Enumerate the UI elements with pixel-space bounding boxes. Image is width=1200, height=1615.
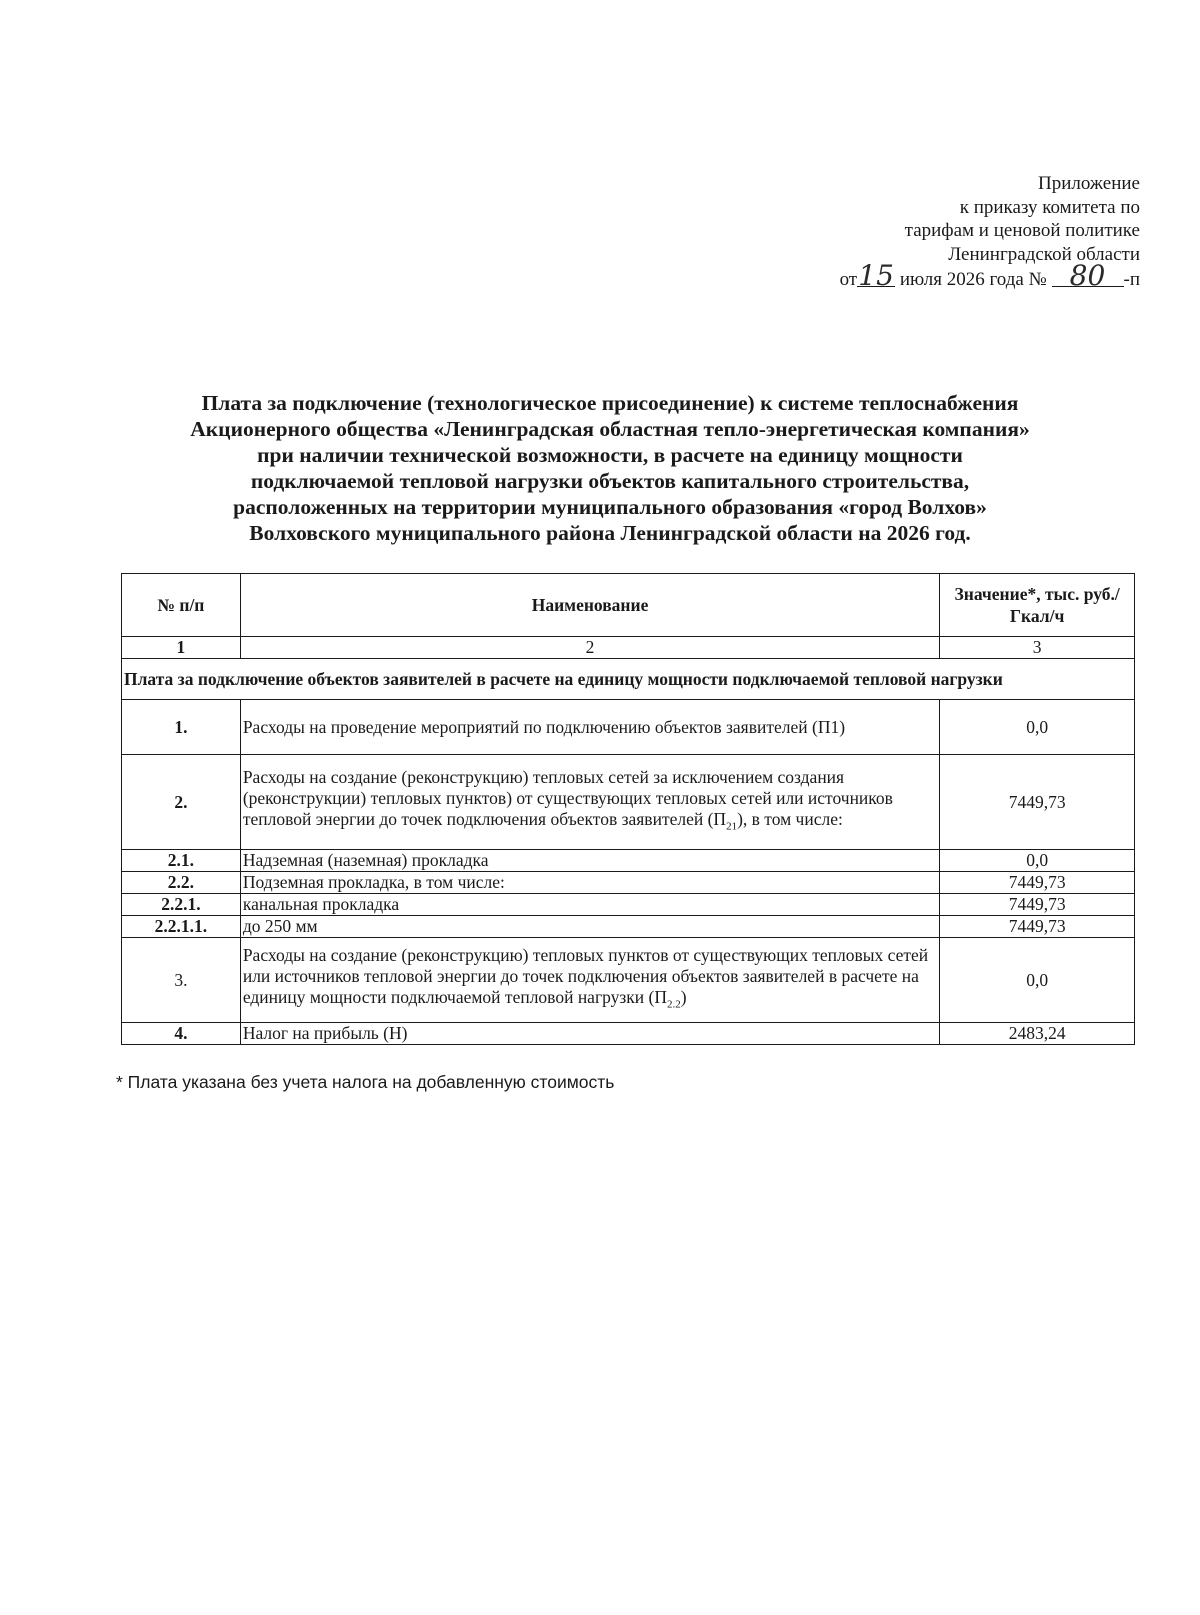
annex-region: Ленинградской области	[948, 243, 1140, 265]
table-row	[122, 872, 1135, 894]
column-number-row	[122, 637, 1135, 659]
table-row	[122, 938, 1135, 1023]
row-name	[240, 755, 939, 850]
row-name-tail: ), в том числе:	[737, 808, 843, 829]
header-value: Значение*, тыс. руб./Гкал/ч	[940, 574, 1135, 637]
row-value: 7449,73	[940, 872, 1135, 894]
row-value: 2483,24	[940, 1023, 1135, 1045]
section-row	[122, 659, 1135, 700]
row-name	[240, 938, 939, 1023]
document-title	[110, 390, 1110, 546]
row-value: 0,0	[940, 850, 1135, 872]
row-name-subscript: 21	[726, 820, 738, 833]
row-num: 2.1.	[122, 850, 241, 872]
annex-order-ref: к приказу комитета по	[959, 196, 1140, 218]
row-value: 7449,73	[940, 755, 1135, 850]
order-day-handwritten: 15	[858, 259, 894, 292]
table-row	[122, 850, 1135, 872]
row-num: 2.2.	[122, 872, 241, 894]
row-num: 2.2.1.1.	[122, 916, 241, 938]
title-line: расположенных на территории муниципального образования «город Волхов»	[233, 495, 987, 519]
col-number: 3	[940, 637, 1135, 659]
order-suffix: -п	[1123, 269, 1140, 290]
order-middle: июля 2026 года №	[899, 269, 1047, 290]
row-value: 0,0	[940, 938, 1135, 1023]
tariff-table	[121, 573, 1135, 1045]
row-name-subscript: 2.2	[667, 998, 681, 1011]
title-line: подключаемой тепловой нагрузки объектов капитального строительства,	[250, 469, 970, 493]
order-number-handwritten: 80	[1052, 266, 1124, 287]
row-name: Налог на прибыль (Н)	[240, 1023, 939, 1045]
annex-block	[700, 172, 1140, 292]
order-prefix: от	[839, 269, 858, 290]
row-value: 7449,73	[940, 916, 1135, 938]
row-num: 2.2.1.	[122, 894, 241, 916]
table-row	[122, 916, 1135, 938]
row-num: 1.	[122, 700, 241, 755]
col-number: 2	[240, 637, 939, 659]
row-value: 7449,73	[940, 894, 1135, 916]
row-name: Подземная прокладка, в том числе:	[240, 872, 939, 894]
title-line: при наличии технической возможности, в расчете на единицу мощности	[257, 443, 963, 467]
footnote: * Плата указана без учета налога на добавленную стоимость	[116, 1072, 615, 1092]
title-line: Волховского муниципального района Ленинградской области на 2026 год.	[249, 521, 971, 545]
title-line: Плата за подключение (технологическое присоединение) к системе теплоснабжения	[201, 391, 1019, 415]
annex-title: Приложение	[1038, 173, 1140, 194]
row-name-tail: )	[680, 986, 687, 1007]
title-line: Акционерного общества «Ленинградская областная тепло-энергетическая компания»	[190, 417, 1030, 441]
table-row	[122, 1023, 1135, 1045]
row-name: до 250 мм	[240, 916, 939, 938]
row-name-text: Расходы на создание (реконструкцию) тепловых пунктов от существующих тепловых сетей или источников тепловой энергии до точек подключения объектов заявителей в расчете на единицу мощности подключаемой тепловой нагрузки (П	[242, 944, 929, 1007]
table-row	[122, 700, 1135, 755]
row-num: 4.	[122, 1023, 241, 1045]
row-name: Расходы на проведение мероприятий по подключению объектов заявителей (П1)	[240, 700, 939, 755]
table-row	[122, 755, 1135, 850]
row-name: Надземная (наземная) прокладка	[240, 850, 939, 872]
row-num: 3.	[122, 938, 241, 1023]
header-num: № п/п	[122, 574, 241, 637]
table-header-row	[122, 574, 1135, 637]
col-number: 1	[122, 637, 241, 659]
header-name: Наименование	[240, 574, 939, 637]
section-title: Плата за подключение объектов заявителей в расчете на единицу мощности подключаемой тепловой нагрузки	[122, 659, 1135, 700]
order-date-line	[700, 259, 1140, 292]
row-value: 0,0	[940, 700, 1135, 755]
row-num: 2.	[122, 755, 241, 850]
row-name: канальная прокладка	[240, 894, 939, 916]
annex-committee: тарифам и ценовой политике	[904, 220, 1140, 241]
table-row	[122, 894, 1135, 916]
row-name-text: Расходы на создание (реконструкцию) тепловых сетей за исключением создания (реконструкции) тепловых пунктов) от существующих тепловых сетей или источников тепловой энергии до точек подключения объектов заявителей (П	[242, 766, 893, 829]
